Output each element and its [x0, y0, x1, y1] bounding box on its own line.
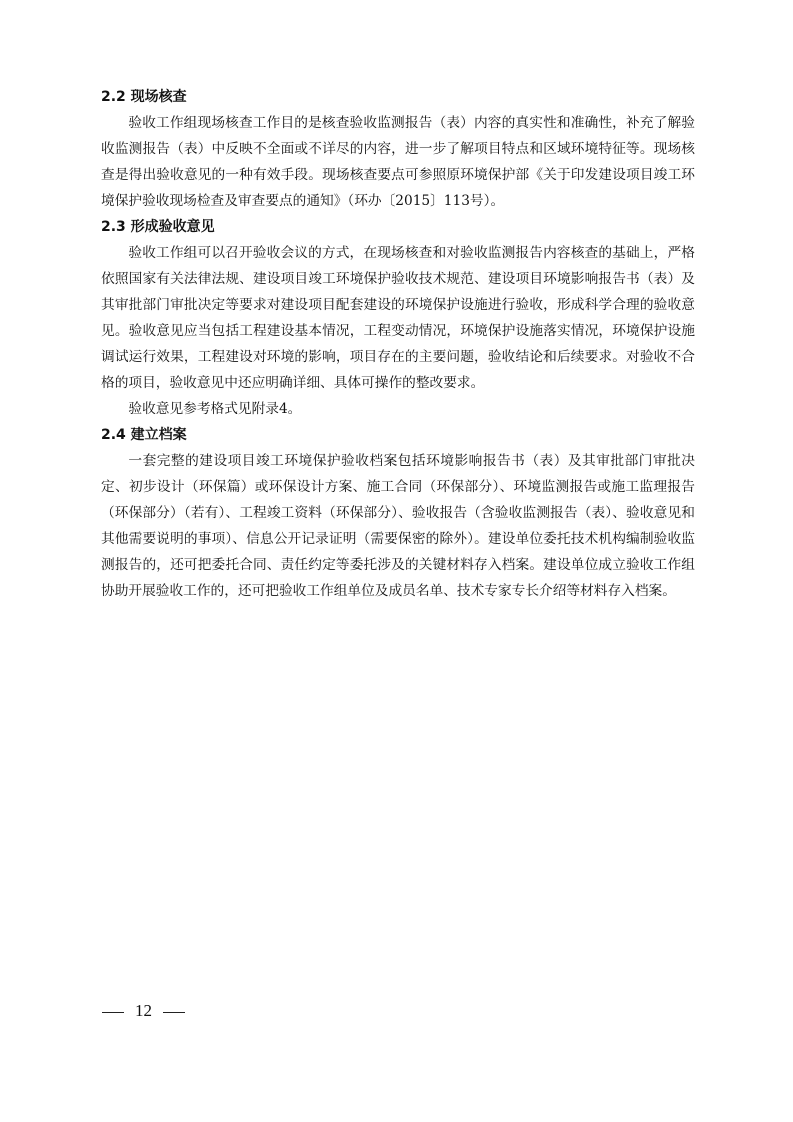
- section-heading: 2.3 形成验收意见: [101, 219, 215, 235]
- section-2-3: [101, 214, 695, 422]
- paragraph: 验收工作组现场核查工作目的是核查验收监测报告（表）内容的真实性和准确性，补充了解验收监测报告（表）中反映不全面或不详尽的内容，进一步了解项目特点和区域环境特征等。现场核查是得出验收意见的一种有效手段。现场核查要点可参照原环境保护部《关于印发建设项目竣工环境保护验收现场检查及审查要点的通知》（环办〔2015〕113号）。: [101, 115, 695, 209]
- paragraph: 一套完整的建设项目竣工环境保护验收档案包括环境影响报告书（表）及其审批部门审批决定、初步设计（环保篇）或环保设计方案、施工合同（环保部分）、环境监测报告或施工监理报告（环保部分）（若有）、工程竣工资料（环保部分）、验收报告（含验收监测报告（表）、验收意见和其他需要说明的事项）、信息公开记录证明（需要保密的除外）。建设单位委托技术机构编制验收监测报告的，还可把委托合同、责任约定等委托涉及的关键材料存入档案。建设单位成立验收工作组协助开展验收工作的，还可把验收工作组单位及成员名单、技术专家专长介绍等材料存入档案。: [101, 453, 695, 599]
- section-heading: 2.2 现场核查: [101, 89, 187, 105]
- paragraph: 验收工作组可以召开验收会议的方式，在现场核查和对验收监测报告内容核查的基础上，严格依照国家有关法律法规、建设项目竣工环境保护验收技术规范、建设项目环境影响报告书（表）及其审批部门审批决定等要求对建设项目配套建设的环境保护设施进行验收，形成科学合理的验收意见。验收意见应当包括工程建设基本情况，工程变动情况，环境保护设施落实情况，环境保护设施调试运行效果，工程建设对环境的影响，项目存在的主要问题，验收结论和后续要求。对验收不合格的项目，验收意见中还应明确详细、具体可操作的整改要求。: [101, 245, 695, 391]
- section-2-4: [101, 422, 695, 604]
- section-2-2: [101, 84, 695, 214]
- section-heading: 2.4 建立档案: [101, 427, 187, 443]
- page-number: 12: [135, 1001, 152, 1020]
- page-footer: [102, 1000, 185, 1022]
- paragraph: 验收意见参考格式见附录4。: [128, 401, 302, 417]
- document-body: [101, 84, 695, 604]
- dash-left: [102, 1012, 124, 1013]
- dash-right: [163, 1012, 185, 1013]
